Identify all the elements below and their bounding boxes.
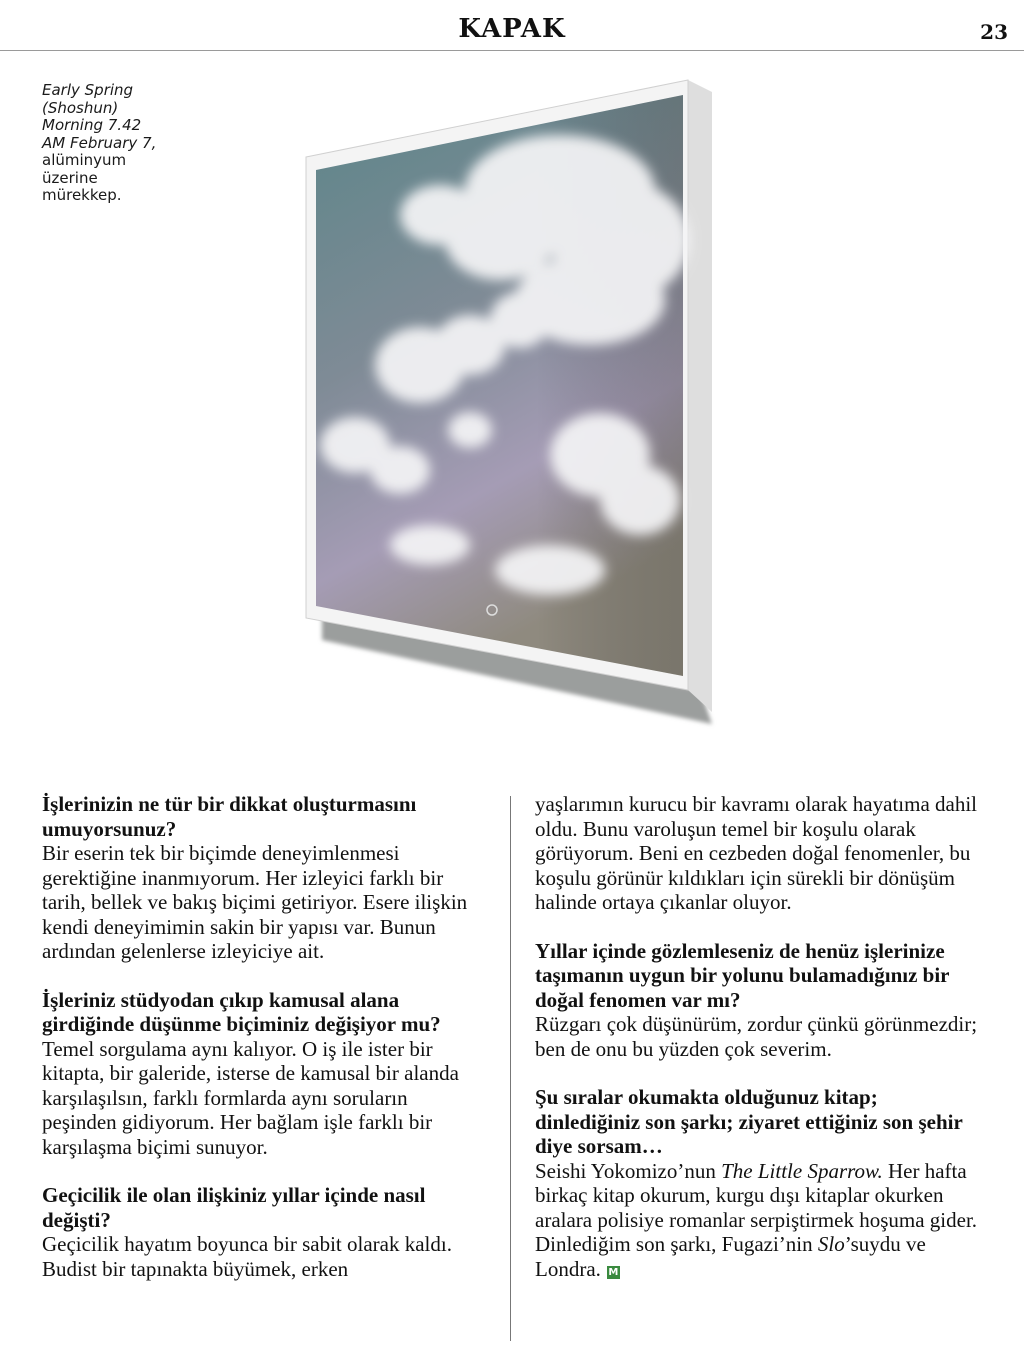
answer: [535, 1159, 980, 1282]
book-title: The Little Sparrow.: [721, 1158, 883, 1183]
frame-side: [688, 80, 712, 712]
qa-block: [42, 988, 482, 1160]
question: İşlerinizin ne tür bir dikkat oluşturmasını umuyorsunuz?: [42, 792, 417, 841]
answer-continuation: yaşlarımın kurucu bir kavramı olarak hayatıma dahil oldu. Bunu varoluşun temel bir koşulu olarak görüyorum. Beni en cezbeden doğal fenomenler, bu koşulu görünür kıldıkları için sürekli bir dönüşüm halinde ortaya çıkanlar oluyor.: [535, 792, 978, 914]
caption-title-line: Morning 7.42: [42, 116, 142, 134]
page-number: 23: [980, 20, 1008, 44]
right-column: [535, 792, 980, 1305]
question: Şu sıralar okumakta olduğunuz kitap; dinlediğiniz son şarkı; ziyaret ettiğiniz son şehir diye sorsam…: [535, 1085, 963, 1158]
question: Yıllar içinde gözlemleseniz de henüz işlerinize taşımanın uygun bir yolunu bulamadığınız bir doğal fenomen var mı?: [535, 938, 950, 1012]
question: İşleriniz stüdyodan çıkıp kamusal alana girdiğinde düşünme biçiminiz değişiyor mu?: [42, 987, 441, 1036]
song-title: Slo: [817, 1232, 845, 1256]
caption-title-line: Early Spring: [42, 81, 134, 99]
caption-title-line: AM February 7,: [42, 133, 157, 152]
section-title: KAPAK: [458, 14, 566, 44]
qa-block: [42, 792, 482, 964]
caption-medium-line: alüminyum: [42, 151, 127, 169]
answer: Rüzgarı çok düşünürüm, zordur çünkü görünmezdir; ben de onu bu yüzden çok severim.: [535, 1012, 978, 1061]
answer-text: Her hafta birkaç kitap okurum, kurgu dışı kitaplar okurken aralara polisiye romanlar serpiştirmek hoşuma gider. Dinlediğim son şarkı, Fugazi’nin: [535, 1158, 978, 1256]
qa-block: [535, 1085, 980, 1281]
caption-medium-line: mürekkep.: [42, 186, 122, 204]
answer-text: ’suydu ve Londra.: [535, 1232, 926, 1281]
left-column: [42, 792, 482, 1305]
qa-block: [42, 1183, 482, 1281]
qa-continuation: [535, 792, 980, 915]
caption-medium-line: üzerine: [42, 168, 98, 187]
caption-title-line: (Shoshun): [42, 98, 119, 117]
answer: Geçicilik hayatım boyunca bir sabit olarak kaldı. Budist bir tapınakta büyümek, erken: [42, 1232, 452, 1281]
column-divider: [510, 796, 511, 1341]
question: Geçicilik ile olan ilişkiniz yıllar içinde nasıl değişti?: [42, 1183, 426, 1232]
qa-block: [535, 939, 980, 1062]
answer-text: Seishi Yokomizo’nun: [535, 1158, 722, 1183]
answer: Temel sorgulama aynı kalıyor. O iş ile ister bir kitapta, bir galeride, isterse de kamusal bir alanda karşılaşılsın, farklı formlarda aynı soruların peşinden gidiyorum. Her bağlam işle farklı bir karşılaşma biçimi sunuyor.: [42, 1036, 459, 1159]
answer: Bir eserin tek bir biçimde deneyimlenmesi gerektiğine inanmıyorum. Her izleyici farklı bir tarih, bellek ve bakış biçimi getiriyor. Esere ilişkin kendi deneyimimin sakin bir yapısı var. Bunun ardından gelenlerse izleyiciye ait.: [42, 841, 468, 963]
end-mark-icon: M: [608, 1266, 619, 1278]
